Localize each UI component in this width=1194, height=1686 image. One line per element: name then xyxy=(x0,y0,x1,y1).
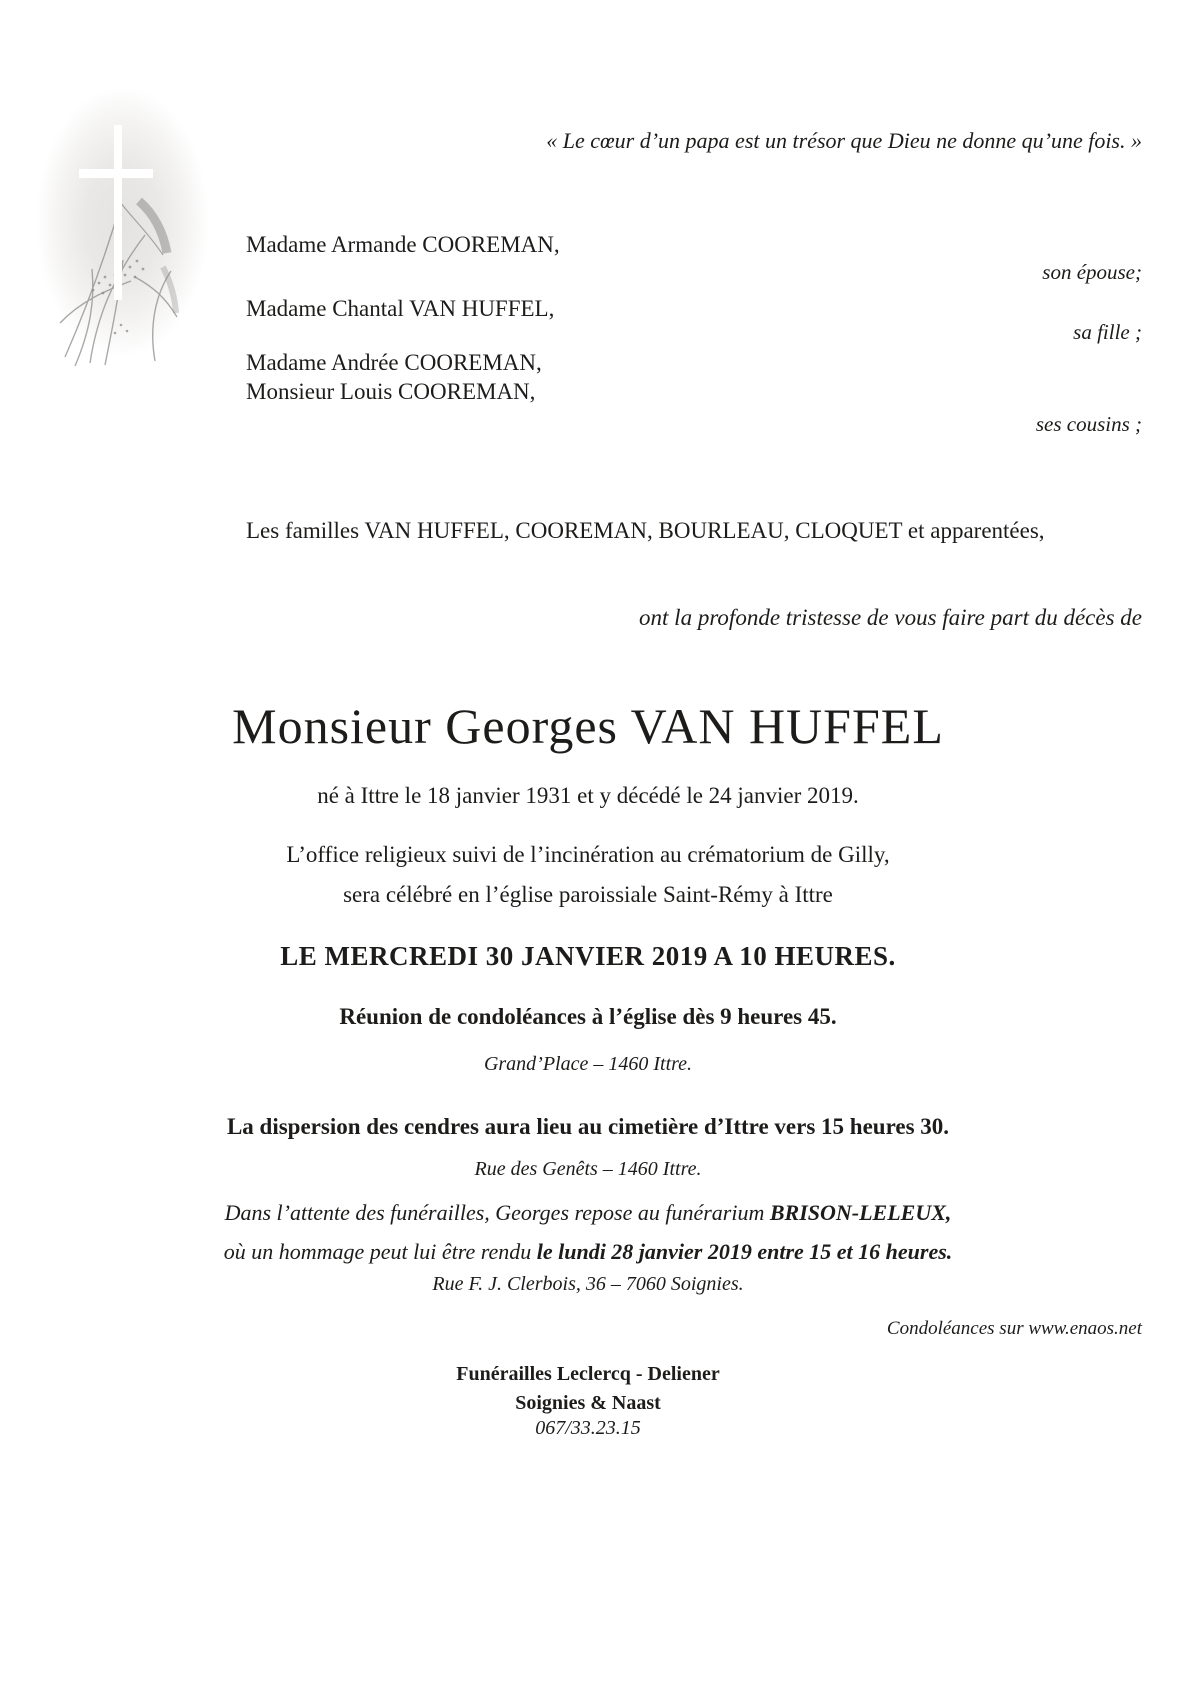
online-condolences-line: Condoléances sur www.enaos.net xyxy=(886,1318,1142,1339)
funerarium-line1 xyxy=(0,1193,1176,1232)
ashes-dispersion-address: Rue des Genêts – 1460 Ittre. xyxy=(474,1158,702,1180)
ashes-dispersion-line: La dispersion des cendres aura lieu au cimetière d’Ittre vers 15 heures 30. xyxy=(226,1114,950,1139)
condolences-meeting-line: Réunion de condoléances à l’église dès 9 heures 45. xyxy=(339,1004,837,1029)
ceremony-line1: L’office religieux suivi de l’incinération au crématorium de Gilly, xyxy=(286,842,890,867)
funerarium-block xyxy=(0,1193,1176,1271)
announcement-line: ont la profonde tristesse de vous faire part du décès de xyxy=(639,605,1142,630)
mourner-daughter-name: Madame Chantal VAN HUFFEL, xyxy=(246,296,555,321)
funeral-home-phone: 067/33.23.15 xyxy=(535,1417,641,1439)
funerarium-address: Rue F. J. Clerbois, 36 – 7060 Soignies. xyxy=(432,1273,744,1295)
mourner-spouse-name: Madame Armande COOREMAN, xyxy=(246,232,560,257)
funerarium-name-bold: BRISON-LELEUX, xyxy=(769,1200,952,1225)
memorial-quote: « Le cœur d’un papa est un trésor que Dieu ne donne qu’une fois. » xyxy=(546,128,1142,153)
relation-spouse: son épouse; xyxy=(1042,260,1142,284)
deceased-life-dates: né à Ittre le 18 janvier 1931 et y décédé le 24 janvier 2019. xyxy=(317,783,859,808)
funerarium-line1-text: Dans l’attente des funérailles, Georges repose au funérarium xyxy=(224,1200,770,1225)
mourner-cousin2-name: Monsieur Louis COOREMAN, xyxy=(246,379,536,404)
cross-wheat-artwork xyxy=(35,85,210,370)
white-cross-icon xyxy=(79,125,153,300)
families-line: Les familles VAN HUFFEL, COOREMAN, BOURLEAU, CLOQUET et apparentées, xyxy=(246,518,1045,543)
wheat-sketch-icon xyxy=(35,85,210,370)
deceased-name: Monsieur Georges VAN HUFFEL xyxy=(232,698,944,754)
funerarium-visit-bold: le lundi 28 janvier 2019 entre 15 et 16 heures. xyxy=(536,1239,953,1264)
mourner-cousin1-name: Madame Andrée COOREMAN, xyxy=(246,350,542,375)
relation-daughter: sa fille ; xyxy=(1073,320,1142,344)
ceremony-date-line: LE MERCREDI 30 JANVIER 2019 A 10 HEURES. xyxy=(280,941,896,971)
ceremony-block xyxy=(0,835,1176,915)
wheat-ear xyxy=(139,201,167,253)
funeral-home-name: Funérailles Leclercq - Deliener xyxy=(456,1363,720,1385)
relation-cousins: ses cousins ; xyxy=(1035,412,1142,436)
funerarium-line2 xyxy=(0,1232,1176,1271)
funerarium-line2-text: où un hommage peut lui être rendu xyxy=(223,1239,537,1264)
condolences-meeting-address: Grand’Place – 1460 Ittre. xyxy=(483,1053,693,1075)
funeral-home-location: Soignies & Naast xyxy=(515,1392,661,1414)
ceremony-line2: sera célébré en l’église paroissiale Saint-Rémy à Ittre xyxy=(343,882,833,907)
